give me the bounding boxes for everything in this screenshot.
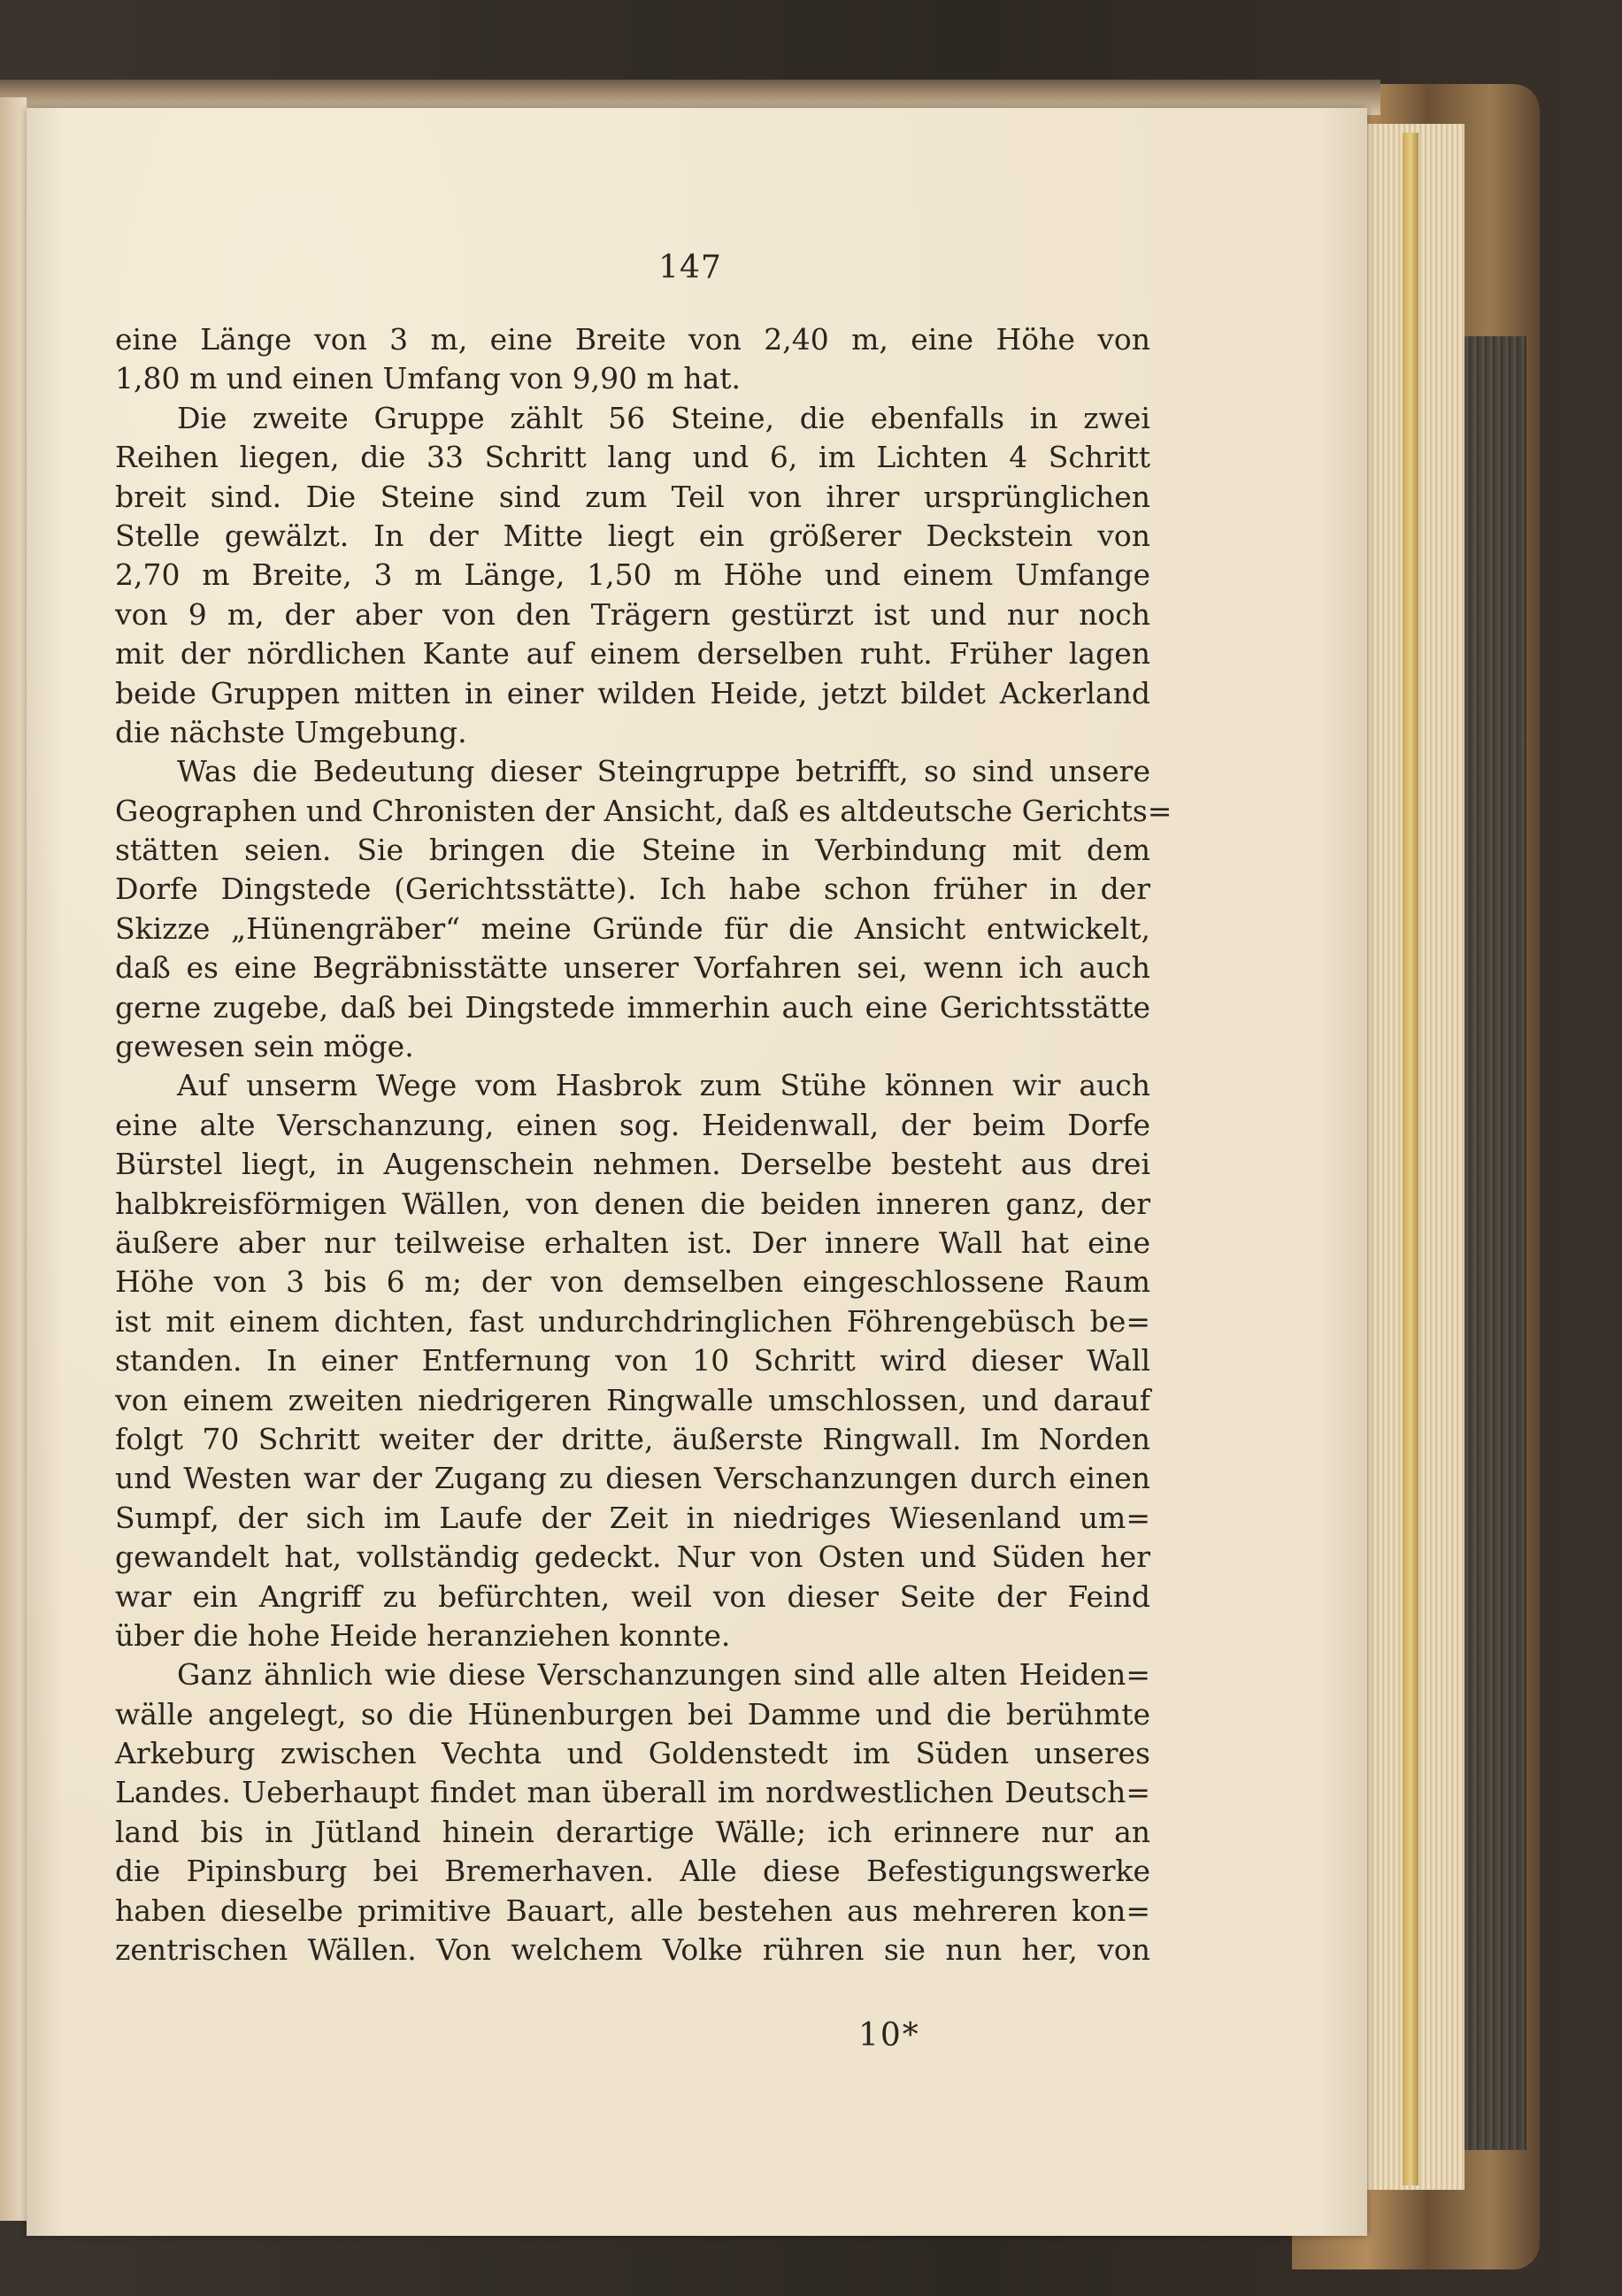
- text-line: Skizze „Hünengräber“ meine Gründe für die Ansicht entwickelt,: [115, 910, 1150, 946]
- book-page: [27, 108, 1367, 2236]
- text-line: von 9 m, der aber von den Trägern gestürzt ist und nur noch: [115, 596, 1150, 632]
- text-line: ist mit einem dichten, fast undurchdringlichen Föhrengebüsch be=: [115, 1303, 1150, 1339]
- text-line: und Westen war der Zugang zu diesen Verschanzungen durch einen: [115, 1461, 1150, 1496]
- text-line: Auf unserm Wege vom Hasbrok zum Stühe können wir auch: [177, 1068, 1150, 1103]
- text-line: von einem zweiten niedrigeren Ringwalle umschlossen, und darauf: [115, 1382, 1150, 1417]
- text-line: Stelle gewälzt. In der Mitte liegt ein größerer Deckstein von: [115, 518, 1150, 553]
- text-line: gewandelt hat, vollständig gedeckt. Nur von Osten und Süden her: [115, 1540, 1150, 1575]
- text-line: Sumpf, der sich im Laufe der Zeit in niedriges Wiesenland um=: [115, 1500, 1150, 1535]
- page-number: 147: [658, 250, 722, 286]
- text-line: Die zweite Gruppe zählt 56 Steine, die ebenfalls in zwei: [177, 400, 1150, 435]
- text-line: Was die Bedeutung dieser Steingruppe betrifft, so sind unsere: [177, 754, 1150, 789]
- text-line: standen. In einer Entfernung von 10 Schritt wird dieser Wall: [115, 1343, 1150, 1378]
- text-line: zentrischen Wällen. Von welchem Volke rühren sie nun her, von: [115, 1932, 1150, 1968]
- text-line: über die hohe Heide heranziehen konnte.: [115, 1617, 731, 1653]
- text-line: Bürstel liegt, in Augenschein nehmen. Derselbe besteht aus drei: [115, 1147, 1150, 1182]
- text-line: äußere aber nur teilweise erhalten ist. Der innere Wall hat eine: [115, 1225, 1150, 1260]
- text-line: Landes. Ueberhaupt findet man überall im nordwestlichen Deutsch=: [115, 1775, 1150, 1810]
- text-line: Dorfe Dingstede (Gerichtsstätte). Ich habe schon früher in der: [115, 872, 1150, 907]
- text-line: eine Länge von 3 m, eine Breite von 2,40 m, eine Höhe von: [115, 322, 1150, 357]
- text-line: halbkreisförmigen Wällen, von denen die beiden inneren ganz, der: [115, 1186, 1150, 1221]
- text-line: Höhe von 3 bis 6 m; der von demselben eingeschlossene Raum: [115, 1264, 1150, 1300]
- facing-page-edge: [0, 97, 27, 2221]
- body-text: [115, 320, 1172, 1970]
- text-line: folgt 70 Schritt weiter der dritte, äußerste Ringwall. Im Norden: [115, 1421, 1150, 1456]
- text-line: 1,80 m und einen Umfang von 9,90 m hat.: [115, 361, 742, 396]
- text-line: mit der nördlichen Kante auf einem derselben ruht. Früher lagen: [115, 636, 1150, 672]
- text-line: breit sind. Die Steine sind zum Teil von ihrer ursprünglichen: [115, 479, 1150, 514]
- text-line: eine alte Verschanzung, einen sog. Heidenwall, der beim Dorfe: [115, 1107, 1150, 1142]
- text-line: gerne zugebe, daß bei Dingstede immerhin auch eine Gerichtsstätte: [115, 989, 1150, 1025]
- text-line: haben dieselbe primitive Bauart, alle bestehen aus mehreren kon=: [115, 1893, 1150, 1928]
- text-line: die Pipinsburg bei Bremerhaven. Alle diese Befestigungswerke: [115, 1854, 1150, 1889]
- text-line: die nächste Umgebung.: [115, 714, 467, 749]
- text-line: Ganz ähnlich wie diese Verschanzungen sind alle alten Heiden=: [177, 1657, 1150, 1693]
- text-line: Geographen und Chronisten der Ansicht, daß es altdeutsche Gerichts=: [115, 793, 1172, 828]
- signature-mark: 10*: [858, 2017, 920, 2054]
- text-line: Arkeburg zwischen Vechta und Goldenstedt im Süden unseres: [115, 1736, 1150, 1771]
- gilt-edge: [1403, 133, 1418, 2185]
- cover-cloth-spine: [1464, 336, 1526, 2150]
- text-line: wälle angelegt, so die Hünenburgen bei Damme und die berühmte: [115, 1696, 1150, 1732]
- text-line: beide Gruppen mitten in einer wilden Heide, jetzt bildet Ackerland: [115, 675, 1150, 710]
- text-line: stätten seien. Sie bringen die Steine in Verbindung mit dem: [115, 833, 1150, 868]
- text-line: war ein Angriff zu befürchten, weil von dieser Seite der Feind: [115, 1578, 1150, 1614]
- text-line: land bis in Jütland hinein derartige Wälle; ich erinnere nur an: [115, 1814, 1150, 1849]
- text-line: daß es eine Begräbnisstätte unserer Vorfahren sei, wenn ich auch: [115, 950, 1150, 986]
- text-line: Reihen liegen, die 33 Schritt lang und 6, im Lichten 4 Schritt: [115, 440, 1150, 475]
- text-line: 2,70 m Breite, 3 m Länge, 1,50 m Höhe und einem Umfange: [115, 557, 1150, 593]
- text-line: gewesen sein möge.: [115, 1029, 414, 1064]
